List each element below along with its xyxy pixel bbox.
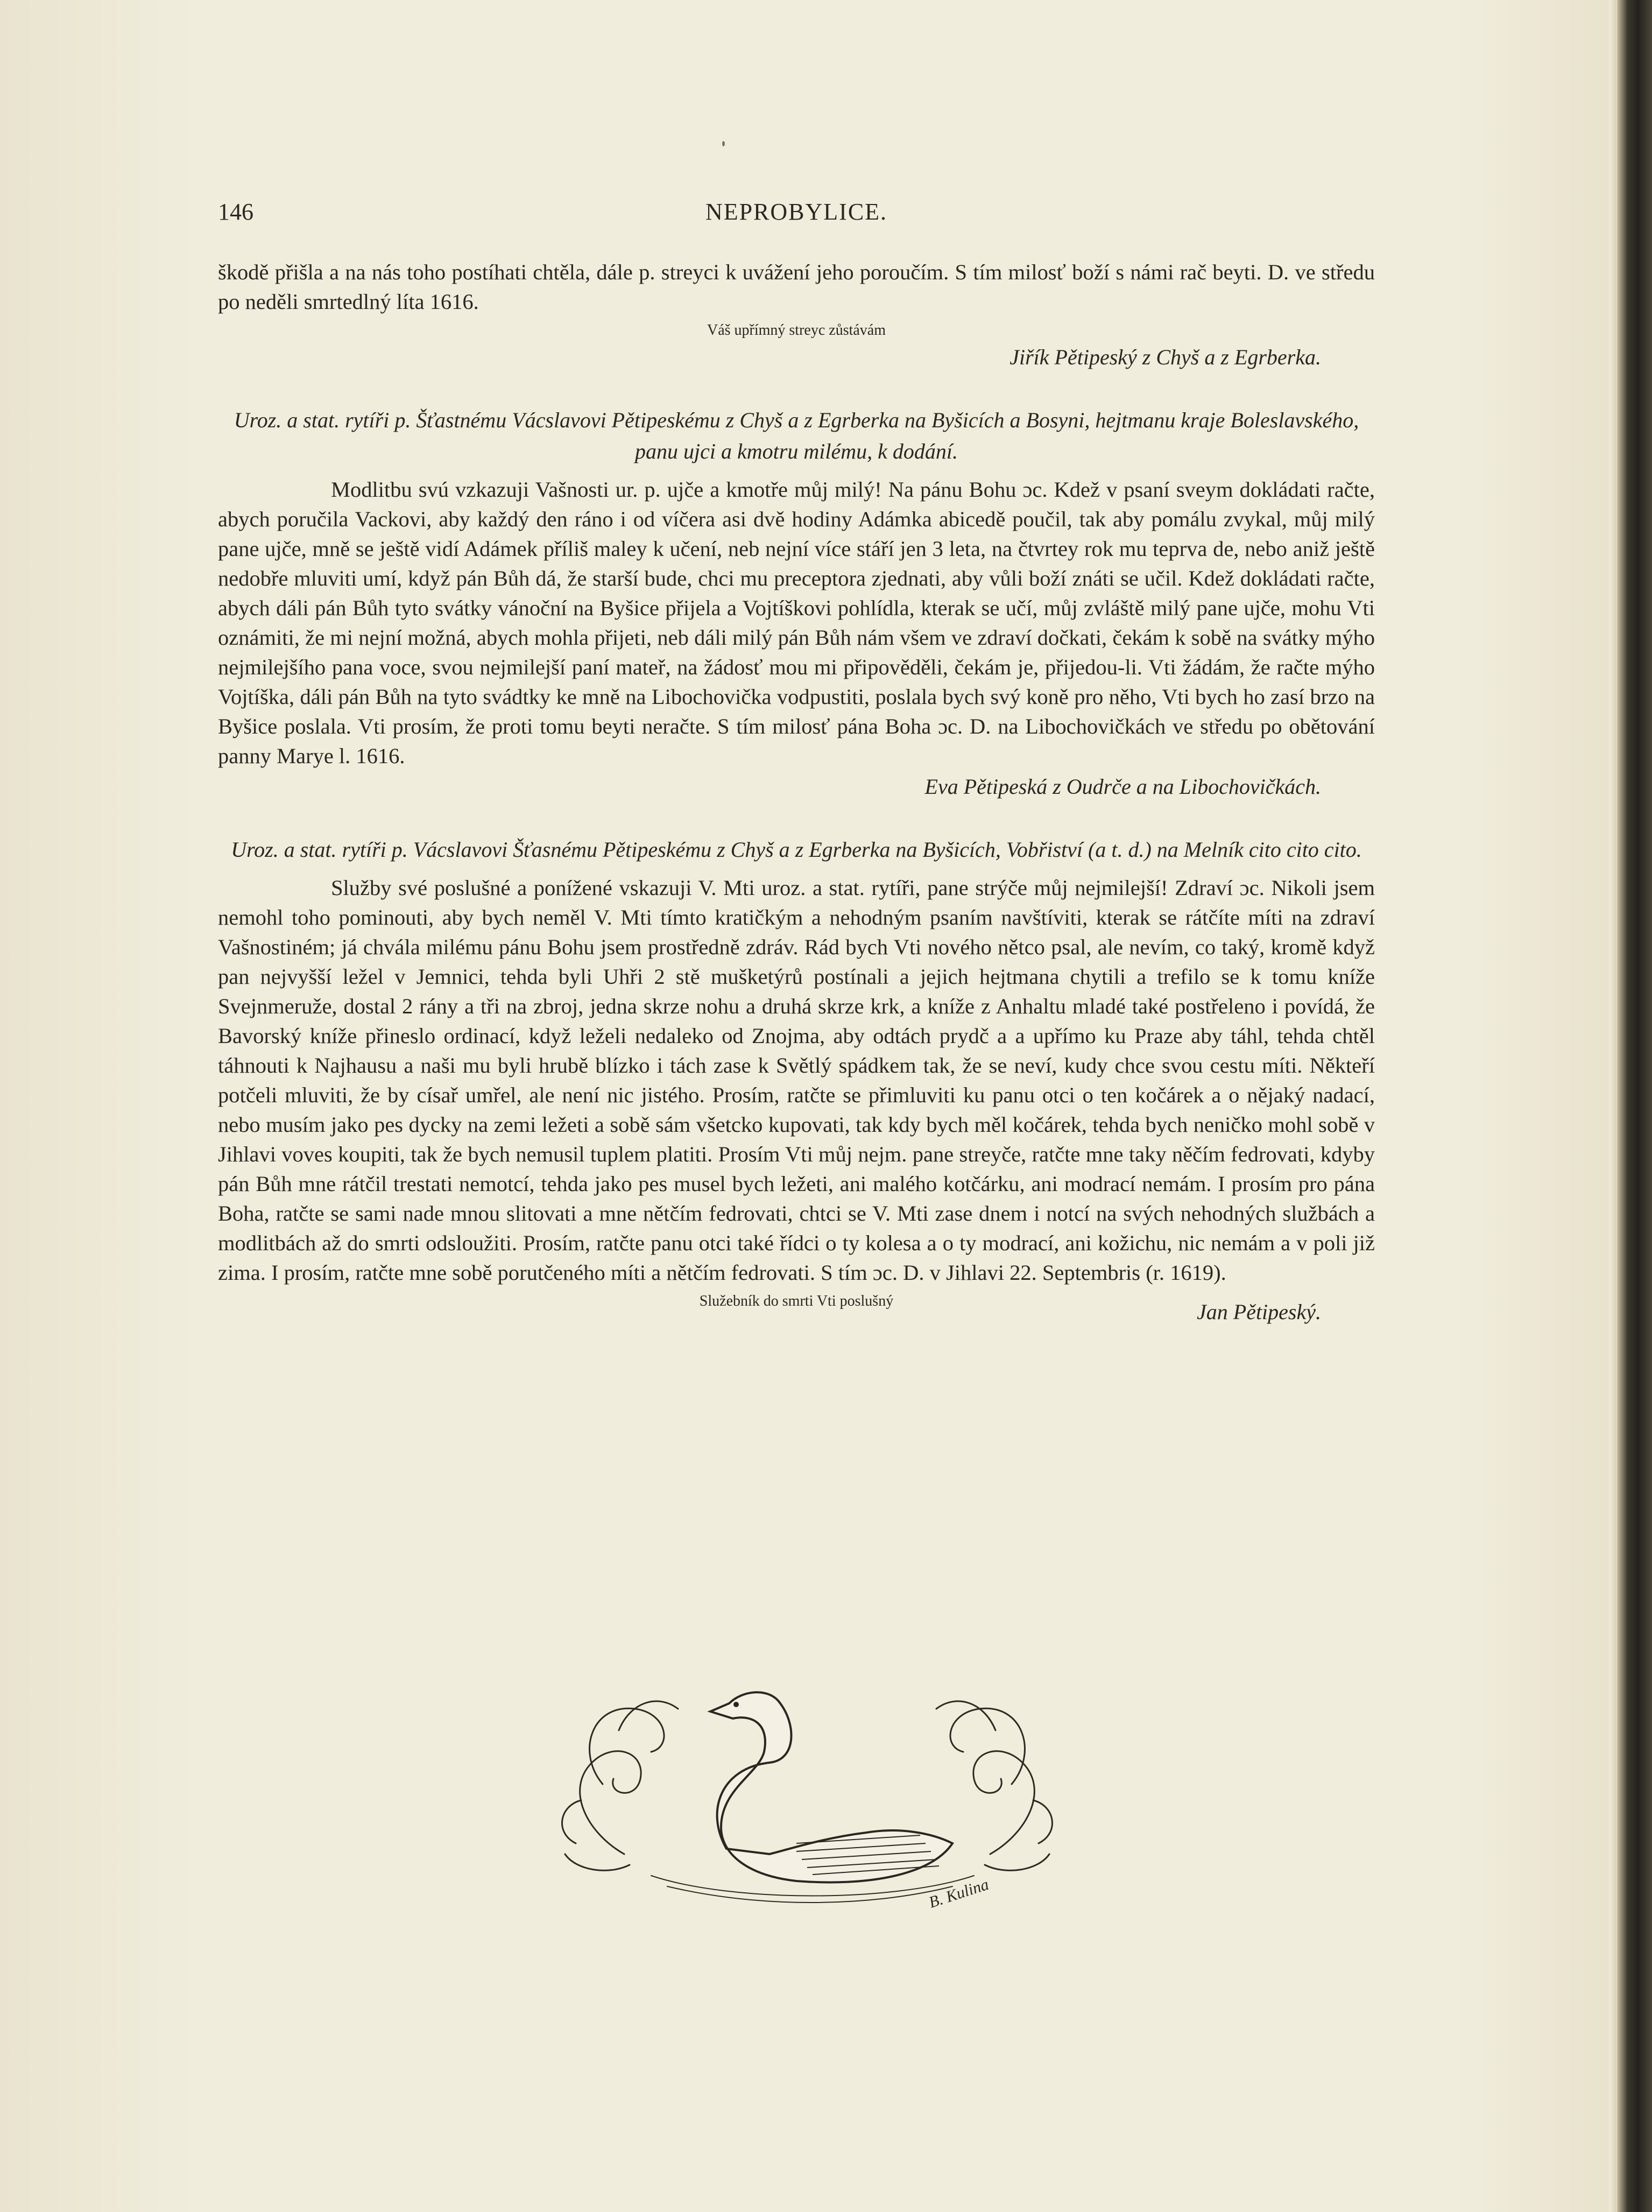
letter-address: Uroz. a stat. rytíři p. Vácslavovi Šťasnému Pětipeskému z Chyš a z Egrberka na Byšicích, Vobřiství (a t. d.) na Melník cito cito cito. [231,837,1362,862]
binding-speck [722,141,725,146]
letter-closing: Váš upřímný streyc zůstávám [707,322,886,339]
letter-signature: Eva Pětipeská z Oudrče a na Libochovičkách. [924,774,1321,799]
page-content [218,257,1375,1328]
running-header [218,198,1375,241]
letter-2 [218,405,1375,803]
letter-signature: Jiřík Pětipeský z Chyš a z Egrberka. [1009,345,1321,369]
letter-body: Modlitbu svú vzkazuji Vašnosti ur. p. ujče a kmotře můj milý! Na pánu Bohu ɔc. Kdež v psaní sveym dokládati račte, abych poručila Vackovi, aby každý den ráno i od víčera asi dvě hodiny Adámka abicedě poučil, tak aby pomálu zvykal, můj milý pane ujče, mně se ještě vidí Adámek příliš maley k učení, neb nejní více stáří jen 3 leta, na čtvrtey rok mu teprva de, nebo aniž ještě nedobře mluviti umí, když pán Bůh dá, že starší bude, chci mu preceptora zjednati, aby vůli boží znáti se učil. Kdež dokládati račte, abych dáli pán Bůh tyto svátky vánoční na Byšice přijela a Vojtíškovi pohlídla, kterak se učí, můj zvláště milý pane ujče, mohu Vti oznámiti, že mi nejní možná, abych mohla přijeti, neb dáli milý pán Bůh nám všem ve zdraví dočkati, čekám k sobě na svátky mýho nejmilejšího pana voce, svou nejmilejší paní mateř, na žádosť mou mi připověděli, čekám je, přijedou-li. Vti žádám, že račte mýho Vojtíška, dáli pán Bůh na tyto svádtky ke mně na Libochovička vodpustiti, poslala bych svý koně pro něho, Vti bych ho zasí brzo na Byšice poslala. Vti prosím, že proti tomu beyti neračte. S tím milosť pána Boha ɔc. D. na Libochovičkách ve středu po obětování panny Marye l. 1616. [218,477,1375,768]
letter-address: Uroz. a stat. rytíři p. Šťastnému Vácslavovi Pětipeskému z Chyš a z Egrberka na Byšicích a Bosyni, hejtmanu kraje Boleslavského, panu ujci a kmotru milému, k dodání. [234,408,1359,463]
swan-vignette [543,1671,1071,1919]
page-edge [1609,0,1616,2212]
page-number: 146 [218,199,253,225]
book-binding [1617,0,1652,2212]
letter-body: škodě přišla a na nás toho postíhati chtěla, dále p. streyci k uvážení jeho poroučím. S tím milosť boží s námi rač beyti. D. ve středu po neděli smrtedlný líta 1616. [218,260,1375,314]
letter-closing: Služebník do smrti Vti poslušný [699,1293,894,1309]
letter-signature: Jan Pětipeský. [1197,1300,1321,1324]
illustrator-signature: B. Kulina [926,1875,991,1912]
running-title: NEPROBYLICE. [705,199,888,225]
letter-1 [218,257,1375,374]
letter-3 [218,834,1375,1328]
letter-body: Služby své poslušné a ponížené vskazuji V. Mti uroz. a stat. rytíři, pane strýče můj nejmilejší! Zdraví ɔc. Nikoli jsem nemohl toho pominouti, aby bych neměl V. Mti tímto kratičkým a nehodným psaním navštíviti, kterak se rátčíte míti na zdraví Vašnostiném; já chvála milému pánu Bohu jsem prostředně zdráv. Rád bych Vti nového nětco psal, ale nevím, co taký, kromě když pan nejvyšší ležel v Jemnici, tehda byli Uhři 2 stě mušketýrů postínali a jejich hejtmana chytili a trefilo se k tomu kníže Svejnmeruže, dostal 2 rány a tři na zbroj, jedna skrze nohu a druhá skrze krk, a kníže z Anhaltu mladé také postřeleno i povídá, že Bavorský kníže přineslo ordinací, když leželi nedaleko od Znojma, aby odtách prydč a a upřímo ku Praze aby táhl, tehda chtěl táhnouti k Najhausu a naši mu byli hrubě blízko i tách zase k Světlý spádkem tak, že se neví, kudy chce svou cestu míti. Někteří potčeli mluviti, že by císař umřel, ale není nic jistého. Prosím, ratčte se přimluviti ku panu otci o ten kočárek a o nějaký nadací, nebo musím jako pes dycky na zemi ležeti a sobě sám všetcko kupovati, tak kdy bych měl kočárek, tehda bych neničko mohl sobě v Jihlavi voves koupiti, tak že bych nemusil tuplem platiti. Prosím Vti můj nejm. pane streyče, ratčte mne taky něčím fedrovati, kdyby pán Bůh mne rátčil trestati nemotcí, tehda jako pes musel bych ležeti, ani malého kotčárku, ani modrací nemám. I prosím pro pána Boha, ratčte se sami nade mnou slitovati a mne nětčím fedrovati, chtci se V. Mti zase dnem i notcí na svých nehodných službách a modlitbách až do smrti odsloužiti. Prosím, ratčte panu otci také řídci o ty kolesa a o ty modrací, ani kožichu, nic nemám a v poli již zima. I prosím, ratčte mne sobě porutčeného míti a nětčím fedrovati. S tím ɔc. D. v Jihlavi 22. Septembris (r. 1619). [218,876,1375,1285]
